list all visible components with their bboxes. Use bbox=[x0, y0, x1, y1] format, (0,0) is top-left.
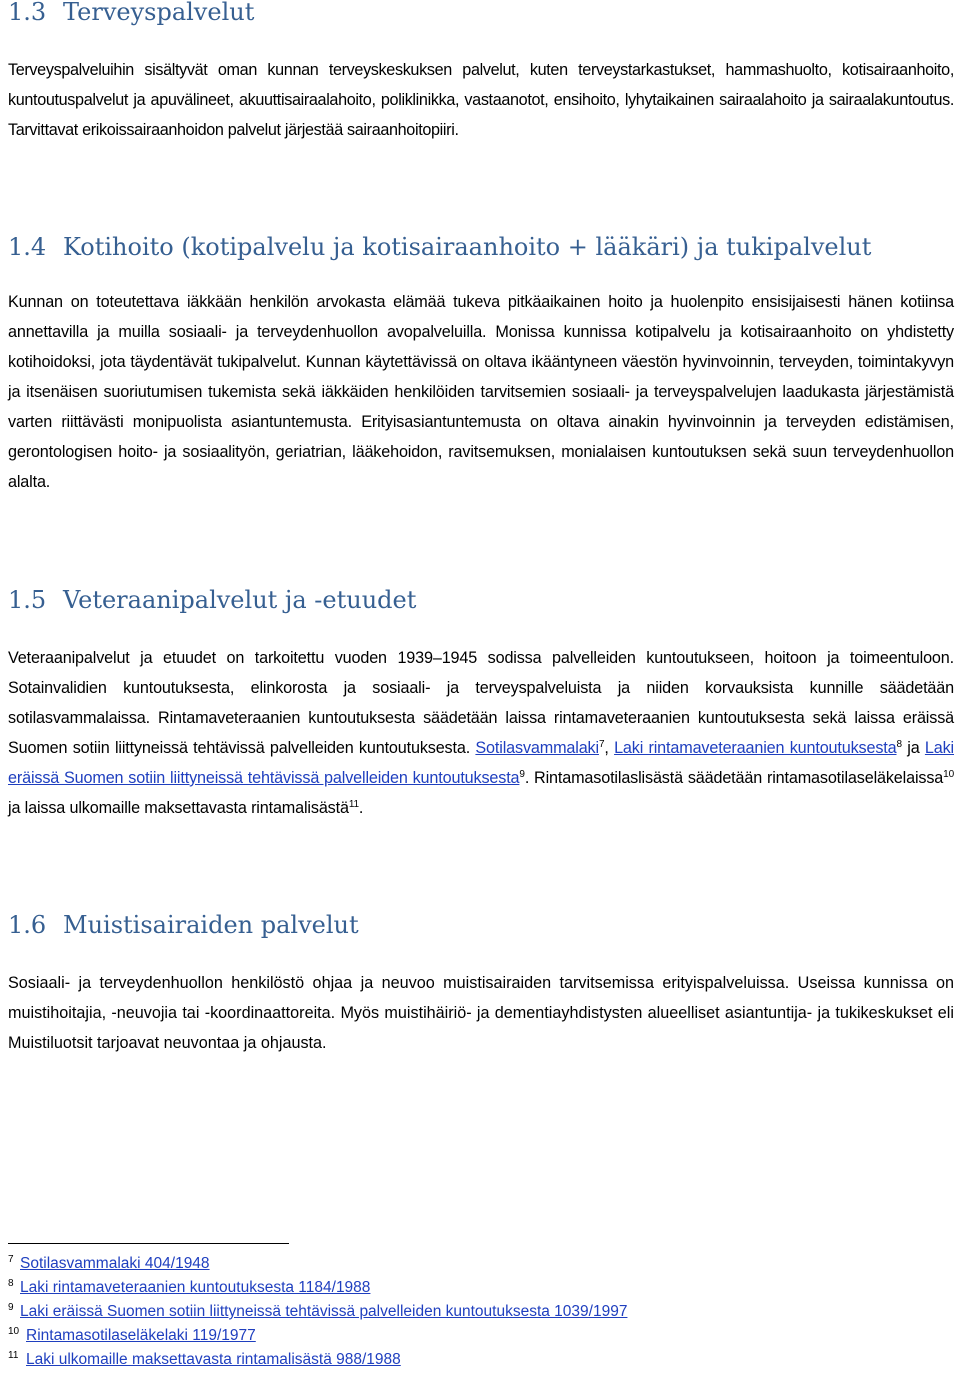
paragraph-text: . Rintamasotilaslisästä säädetään rintamasotilaseläkelaissa bbox=[524, 769, 944, 787]
section-number: 1.5 bbox=[8, 586, 47, 614]
paragraph-text: . bbox=[358, 799, 364, 817]
footnote-item: 8 Laki rintamaveteraanien kuntoutuksesta 1184/1988 bbox=[8, 1278, 371, 1296]
footnote-item: 10 Rintamasotilaseläkelaki 119/1977 bbox=[8, 1326, 256, 1344]
section-title: Kotihoito (kotipalvelu ja kotisairaanhoito + lääkäri) ja tukipalvelut bbox=[63, 233, 872, 261]
section-number: 1.3 bbox=[8, 0, 47, 26]
footnote-item: 11 Laki ulkomaille maksettavasta rintamalisästä 988/1988 bbox=[8, 1350, 401, 1368]
link-sotilasvammalaki[interactable]: Sotilasvammalaki bbox=[475, 739, 599, 757]
footnote-link[interactable]: Laki ulkomaille maksettavasta rintamalisästä 988/1988 bbox=[26, 1351, 401, 1368]
section-number: 1.4 bbox=[8, 233, 47, 261]
footnote-link[interactable]: Rintamasotilaseläkelaki 119/1977 bbox=[26, 1327, 256, 1344]
paragraph-text: ja laissa ulkomaille maksettavasta rintamalisästä bbox=[8, 799, 349, 817]
section-heading-1-4 bbox=[8, 233, 871, 261]
paragraph-text: Veteraanipalvelut ja etuudet on tarkoitettu vuoden 1939–1945 sodissa palvelleiden kuntoutukseen, hoitoon ja toimeentuloon. Sotainvalidien kuntoutuksesta, elinkorosta ja sosiaali- ja terveyspalveluista ja niiden korvauksista kunnille säädetään sotilasvammalaissa. Rintamaveteraanien kuntoutuksesta säädetään laissa rintamaveteraanien kuntoutuksesta sekä laissa eräissä Suomen sotiin liittyneissä tehtävissä palvelleiden kuntoutuksesta. bbox=[8, 649, 954, 757]
link-laki-suomen-sotiin-liittyneissa[interactable]: Laki eräissä Suomen sotiin liittyneissä tehtävissä palvelleiden kuntoutuksesta bbox=[8, 739, 955, 787]
section-paragraph-1-4: Kunnan on toteutettava iäkkään henkilön arvokasta elämää tukeva pitkäaikainen hoito ja huolenpito ensisijaisesti hänen kotiinsa annettavilla ja muilla sosiaali- ja terveydenhuollon avopalveluilla. Monissa kunnissa kotipalvelu ja kotisairaanhoito on yhdistetty kotihoidoksi, jota täydentävät tukipalvelut. Kunnan käytettävissä on oltava ikääntyneen väestön hyvinvoinnin, terveyden, toimintakyvyn ja itsenäisen suoriutumisen tukemista sekä iäkkäiden henkilöiden tarvitsemien sosiaali- ja terveyspalvelujen laadukasta järjestämistä varten riittävästi monipuolista asiantuntemusta. Erityisasiantuntemusta on oltava ainakin hyvinvoinnin ja terveyden edistämisen, gerontologisen hoito- ja sosiaalityön, geriatrian, lääkehoidon, ravitsemuksen, monialaisen kuntoutuksen sekä suun terveydenhuollon alalta. bbox=[8, 293, 954, 491]
footnote-ref: 9 bbox=[519, 769, 525, 780]
footnote-ref: 11 bbox=[348, 799, 359, 810]
footnotes bbox=[8, 1252, 948, 1372]
section-heading-1-6 bbox=[8, 911, 359, 939]
section-title: Terveyspalvelut bbox=[63, 0, 255, 26]
footnote-item: 9 Laki eräissä Suomen sotiin liittyneissä tehtävissä palvelleiden kuntoutuksesta 1039/1997 bbox=[8, 1302, 628, 1320]
footnote-ref: 7 bbox=[598, 739, 605, 750]
section-heading-1-3 bbox=[8, 0, 254, 26]
link-laki-rintamaveteraanien-kuntoutuksesta[interactable]: Laki rintamaveteraanien kuntoutuksesta bbox=[614, 739, 897, 757]
footnote-link[interactable]: Laki rintamaveteraanien kuntoutuksesta 1184/1988 bbox=[20, 1279, 371, 1296]
footnote-link[interactable]: Sotilasvammalaki 404/1948 bbox=[20, 1255, 210, 1272]
footnote-link[interactable]: Laki eräissä Suomen sotiin liittyneissä tehtävissä palvelleiden kuntoutuksesta 1039/1997 bbox=[20, 1303, 628, 1320]
section-heading-1-5 bbox=[8, 586, 416, 614]
footnote-item: 7 Sotilasvammalaki 404/1948 bbox=[8, 1254, 210, 1272]
section-title: Veteraanipalvelut ja -etuudet bbox=[63, 586, 417, 614]
footnote-ref: 8 bbox=[896, 739, 902, 750]
section-paragraph-1-3: Terveyspalveluihin sisältyvät oman kunnan terveyskeskuksen palvelut, kuten terveystarkastukset, hammashuolto, kotisairaanhoito, kuntoutuspalvelut ja apuvälineet, akuuttisairaalahoito, poliklinikka, vastaanotot, ensihoito, lyhytaikainen sairaalahoito ja sairaalakuntoutus. Tarvittavat erikoissairaanhoidon palvelut järjestää sairaanhoitopiiri. bbox=[8, 61, 954, 139]
section-paragraph-1-5 bbox=[8, 643, 954, 823]
footnote-separator bbox=[8, 1243, 289, 1244]
footnote-ref: 10 bbox=[943, 769, 954, 780]
section-number: 1.6 bbox=[8, 911, 47, 939]
separator: ja bbox=[901, 739, 925, 757]
section-paragraph-1-6: Sosiaali- ja terveydenhuollon henkilöstö ohjaa ja neuvoo muistisairaiden tarvitsemissa erityispalveluissa. Useissa kunnissa on muistihoitajia, -neuvojia tai -koordinaattoreita. Myös muistihäiriö- ja dementiayhdistysten alueelliset asiantuntija- ja tukikeskukset eli Muistiluotsit tarjoavat neuvontaa ja ohjausta. bbox=[8, 974, 954, 1052]
section-title: Muistisairaiden palvelut bbox=[63, 911, 359, 939]
separator: , bbox=[604, 739, 615, 757]
